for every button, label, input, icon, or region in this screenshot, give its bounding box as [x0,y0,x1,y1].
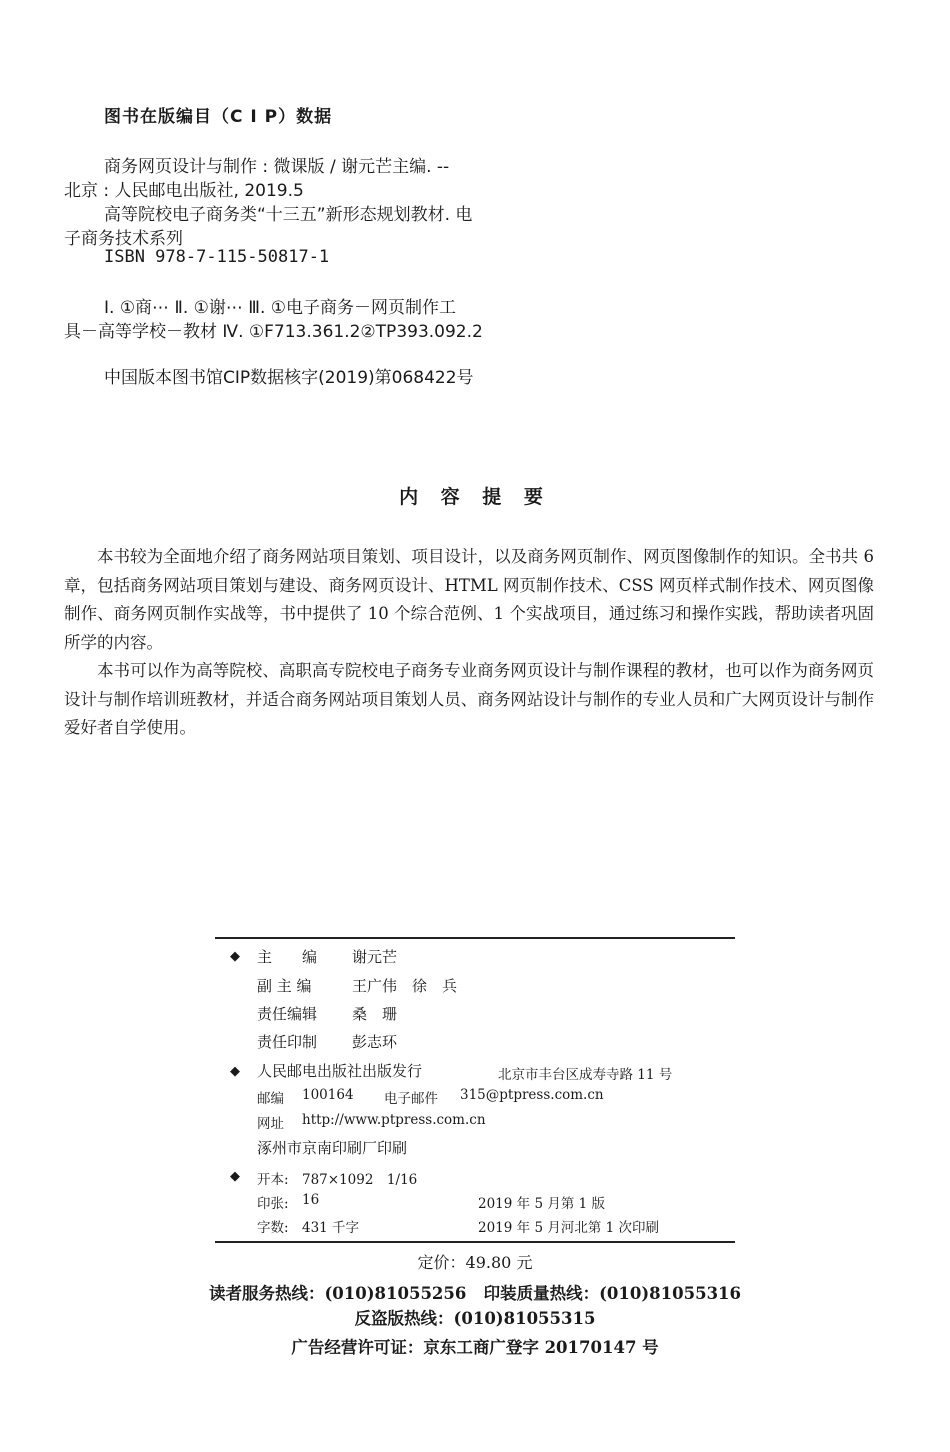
printing: 2019 年 5 月河北第 1 次印刷 [478,1220,659,1236]
cip-line-title: 商务网页设计与制作 : 微课版 / 谢元芒主编. -- [104,157,450,177]
email-label: 电子邮件 [384,1091,438,1107]
ad-license: 广告经营许可证：京东工商广登字 20170147 号 [291,1338,659,1357]
responsible-printing-label: 责任印制 [257,1033,318,1051]
publisher: 人民邮电出版社出版发行 [257,1062,423,1080]
cip-line-record-number: 中国版本图书馆CIP数据核字(2019)第068422号 [104,368,474,388]
cip-line-classification-cont: 具－高等学校－教材 Ⅳ. ①F713.361.2②TP393.092.2 [64,322,483,342]
cip-line-isbn: ISBN 978-7-115-50817-1 [104,247,330,267]
summary-paragraph: 本书较为全面地介绍了商务网站项目策划、项目设计，以及商务网页制作、网页图像制作的知识。全书共 6 章，包括商务网站项目策划与建设、商务网页设计、HTML 网页制作技术、CSS 网页样式制作技术、网页图像制作、商务网页制作实战等，书中提供了 10 个综合范例、1 个实战项目，通过练习和操作实践，帮助读者巩固所学的内容。 [64,547,874,652]
words: 431 千字 [302,1220,360,1236]
divider [215,1241,735,1243]
bullet-icon: ◆ [230,1169,240,1184]
deputy-editor-label: 副 主 编 [257,977,312,995]
deputy-editor: 王广伟 徐 兵 [352,977,458,995]
words-label: 字数: [257,1220,289,1236]
cip-line-classification: Ⅰ. ①商⋯ Ⅱ. ①谢⋯ Ⅲ. ①电子商务－网页制作工 [104,298,457,318]
publisher-address: 北京市丰台区成寿寺路 11 号 [498,1067,673,1083]
anti-piracy-hotline: 反盗版热线：(010)81055315 [354,1309,596,1328]
postcode-label: 邮编 [257,1091,284,1107]
edition: 2019 年 5 月第 1 版 [478,1196,605,1212]
reader-hotline: 读者服务热线：(010)81055256 [208,1284,467,1303]
website: http://www.ptpress.com.cn [302,1112,486,1128]
cip-line-series-cont: 子商务技术系列 [64,229,183,249]
responsible-editor: 桑 珊 [352,1005,398,1023]
quality-hotline: 印装质量热线：(010)81055316 [483,1284,742,1303]
chief-editor-label: 主 编 [257,948,318,966]
email: 315@ptpress.com.cn [460,1087,604,1103]
cip-line-publisher: 北京 : 人民邮电出版社, 2019.5 [64,181,304,201]
chief-editor: 谢元芒 [352,948,398,966]
cip-line-series: 高等院校电子商务类“十三五”新形态规划教材. 电 [104,205,473,225]
format: 787×1092 1/16 [302,1172,418,1188]
responsible-printing: 彭志环 [352,1033,398,1051]
printer: 涿州市京南印刷厂印刷 [257,1139,408,1157]
format-label: 开本: [257,1172,289,1188]
sheets: 16 [302,1192,320,1208]
sheets-label: 印张: [257,1196,289,1212]
website-label: 网址 [257,1116,284,1132]
bullet-icon: ◆ [230,949,240,964]
price: 定价：49.80 元 [417,1253,533,1272]
responsible-editor-label: 责任编辑 [257,1005,318,1023]
hotline-row [0,1280,950,1304]
summary-title: 内 容 提 要 [399,486,551,508]
summary-paragraph: 本书可以作为高等院校、高职高专院校电子商务专业商务网页设计与制作课程的教材，也可以作为商务网页设计与制作培训班教材，并适合商务网站项目策划人员、商务网站设计与制作的专业人员和广大网页设计与制作爱好者自学使用。 [64,661,874,737]
divider [215,937,735,939]
cip-heading: 图书在版编目（C I P）数据 [104,107,333,127]
postcode: 100164 [302,1087,354,1103]
bullet-icon: ◆ [230,1064,240,1079]
